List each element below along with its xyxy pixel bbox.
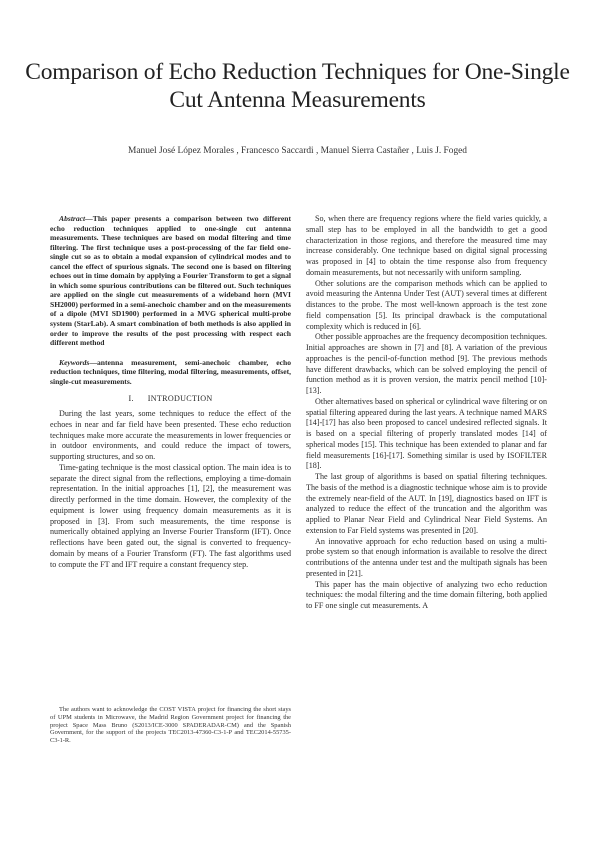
keywords-label: Keywords (59, 357, 90, 367)
body-paragraph: The last group of algorithms is based on spatial filtering techniques. The basis of the method is a diagnostic technique whose aim is to provide the extremely near-field of the AUT. In [19], diagnostics based on IFT is analyzed to reduce the effect of the truncation and the algorithm was applied to Planar Near Field and Cylindrical Near Field Systems. An extension to Far Field systems was presented in [20]. (306, 472, 547, 535)
body-paragraph: Time-gating technique is the most classical option. The main idea is to separate the direct signal from the reflections, employing a time-domain representation. In the initial approaches [1], [2], the measurement was directly performed in the time domain. However, the complexity of the equipment is lower using frequency domain measurements as it is proposed in [3]. From such measurements, the time response is numerically obtained applying an Inverse Fourier Transform (IFT). Once reflections have been gated out, the signal is converted to frequency-domain by means of a Fourier Transform (FT). The fast algorithms used to compute the FT and IFT require a constant frequency step. (50, 462, 291, 569)
body-paragraph: During the last years, some techniques to reduce the effect of the echoes in near and far field have been presented. These echo reduction techniques make more accurate the measurements in lower frequencies or in outdoor environments, and could reduce the impact of towers, supporting structures, and so on. (50, 409, 291, 462)
paper-title: Comparison of Echo Reduction Techniques for One-Single Cut Antenna Measurements (25, 59, 570, 113)
abstract-text: —This paper presents a comparison between two different echo reduction techniques applied to one-single cut antenna measurements. These techniques are based on modal filtering and time filtering. The first technique uses a post-processing of the far field one-single cut so as to obtain a modal expansion of cylindrical modes and to cancel the effect of spurious signals. The second one is based on filtering echoes out in time domain by applying a Fourier Transform to get a signal in which some spurious contributions can be filtered out. Such techniques are applied on the single cut measurements of a wideband horn (MVI SH2000) performed in a semi-anechoic chamber and on the measurements of a dipole (MVI SD1900) performed in a MVG spherical multi-probe system (StarLab). A smart combination of both methods is also applied in order to improve the results of the post processing with respect each different method (50, 214, 291, 348)
body-paragraph: Other possible approaches are the frequency decomposition techniques. Initial approaches are shown in [7] and [8]. A variation of the previous approaches is the pencil-of-function method [9]. The previous methods have different drawbacks, which can be solved employing the pencil of function method as it is proven version, the matrix pencil method [10]-[13]. (306, 332, 547, 395)
left-column (50, 214, 291, 570)
section-heading-introduction (50, 394, 291, 405)
footnote-text: The authors want to acknowledge the COST VISTA project for financing the short stays of UPM students in Microwave, the Madrid Region Government project for financing the project Space Mass Bruno (S2013/ICE-3000 SPADERADAR-CM) and the Spanish Government, for the support of the projects TEC2013-47360-C3-1-P and TEC2014-55735-C3-1-R. (50, 706, 291, 744)
keywords-text: —antenna measurement, semi-anechoic chamber, echo reduction techniques, time filtering, modal filtering, measurements, offset, single-cut measurements. (50, 357, 291, 386)
section-title: INTRODUCTION (147, 394, 213, 404)
right-column (306, 214, 547, 612)
abstract (50, 214, 291, 348)
body-paragraph: So, when there are frequency regions where the field varies quickly, a small step has to be employed in all the bandwidth to get a good characterization in those regions, and therefore the measured time may increase considerably. One technique based on digital signal processing was proposed in [4] to obtain the time response also from frequency domain measurements, but not necessarily with uniform sampling. (306, 214, 547, 277)
paper-authors: Manuel José López Morales , Francesco Saccardi , Manuel Sierra Castañer , Luis J. Foged (128, 146, 467, 156)
body-paragraph: An innovative approach for echo reduction based on using a multi-probe system so that enough information is available to resolve the direct contributions of the antenna under test and the multipath signals has been presented in [21]. (306, 536, 547, 578)
body-paragraph: This paper has the main objective of analyzing two echo reduction techniques: the modal filtering and the time domain filtering, both applied to FF one single cut measurements. A (306, 579, 547, 610)
body-paragraph: Other solutions are the comparison methods which can be applied to avoid measuring the Antenna Under Test (AUT) several times at different distances to the probe. The most well-known approach is the test zone field compensation [5]. Its principal drawback is the computational complexity which is reduced in [6]. (306, 278, 547, 331)
body-paragraph: Other alternatives based on spherical or cylindrical wave filtering or on spatial filtering appeared during the last years. A technique named MARS [14]-[17] has also been proposed to cancel undesired reflected signals. It is based on a special filtering of properly translated modes [14] of spherical modes [15]. This technique has been extended to planar and far field measurements [16]-[17]. Something similar is used by ISOFILTER [18]. (306, 396, 547, 471)
section-number: I. (128, 394, 134, 404)
keywords (50, 358, 291, 387)
footnote (50, 706, 291, 745)
abstract-label: Abstract (59, 214, 86, 223)
